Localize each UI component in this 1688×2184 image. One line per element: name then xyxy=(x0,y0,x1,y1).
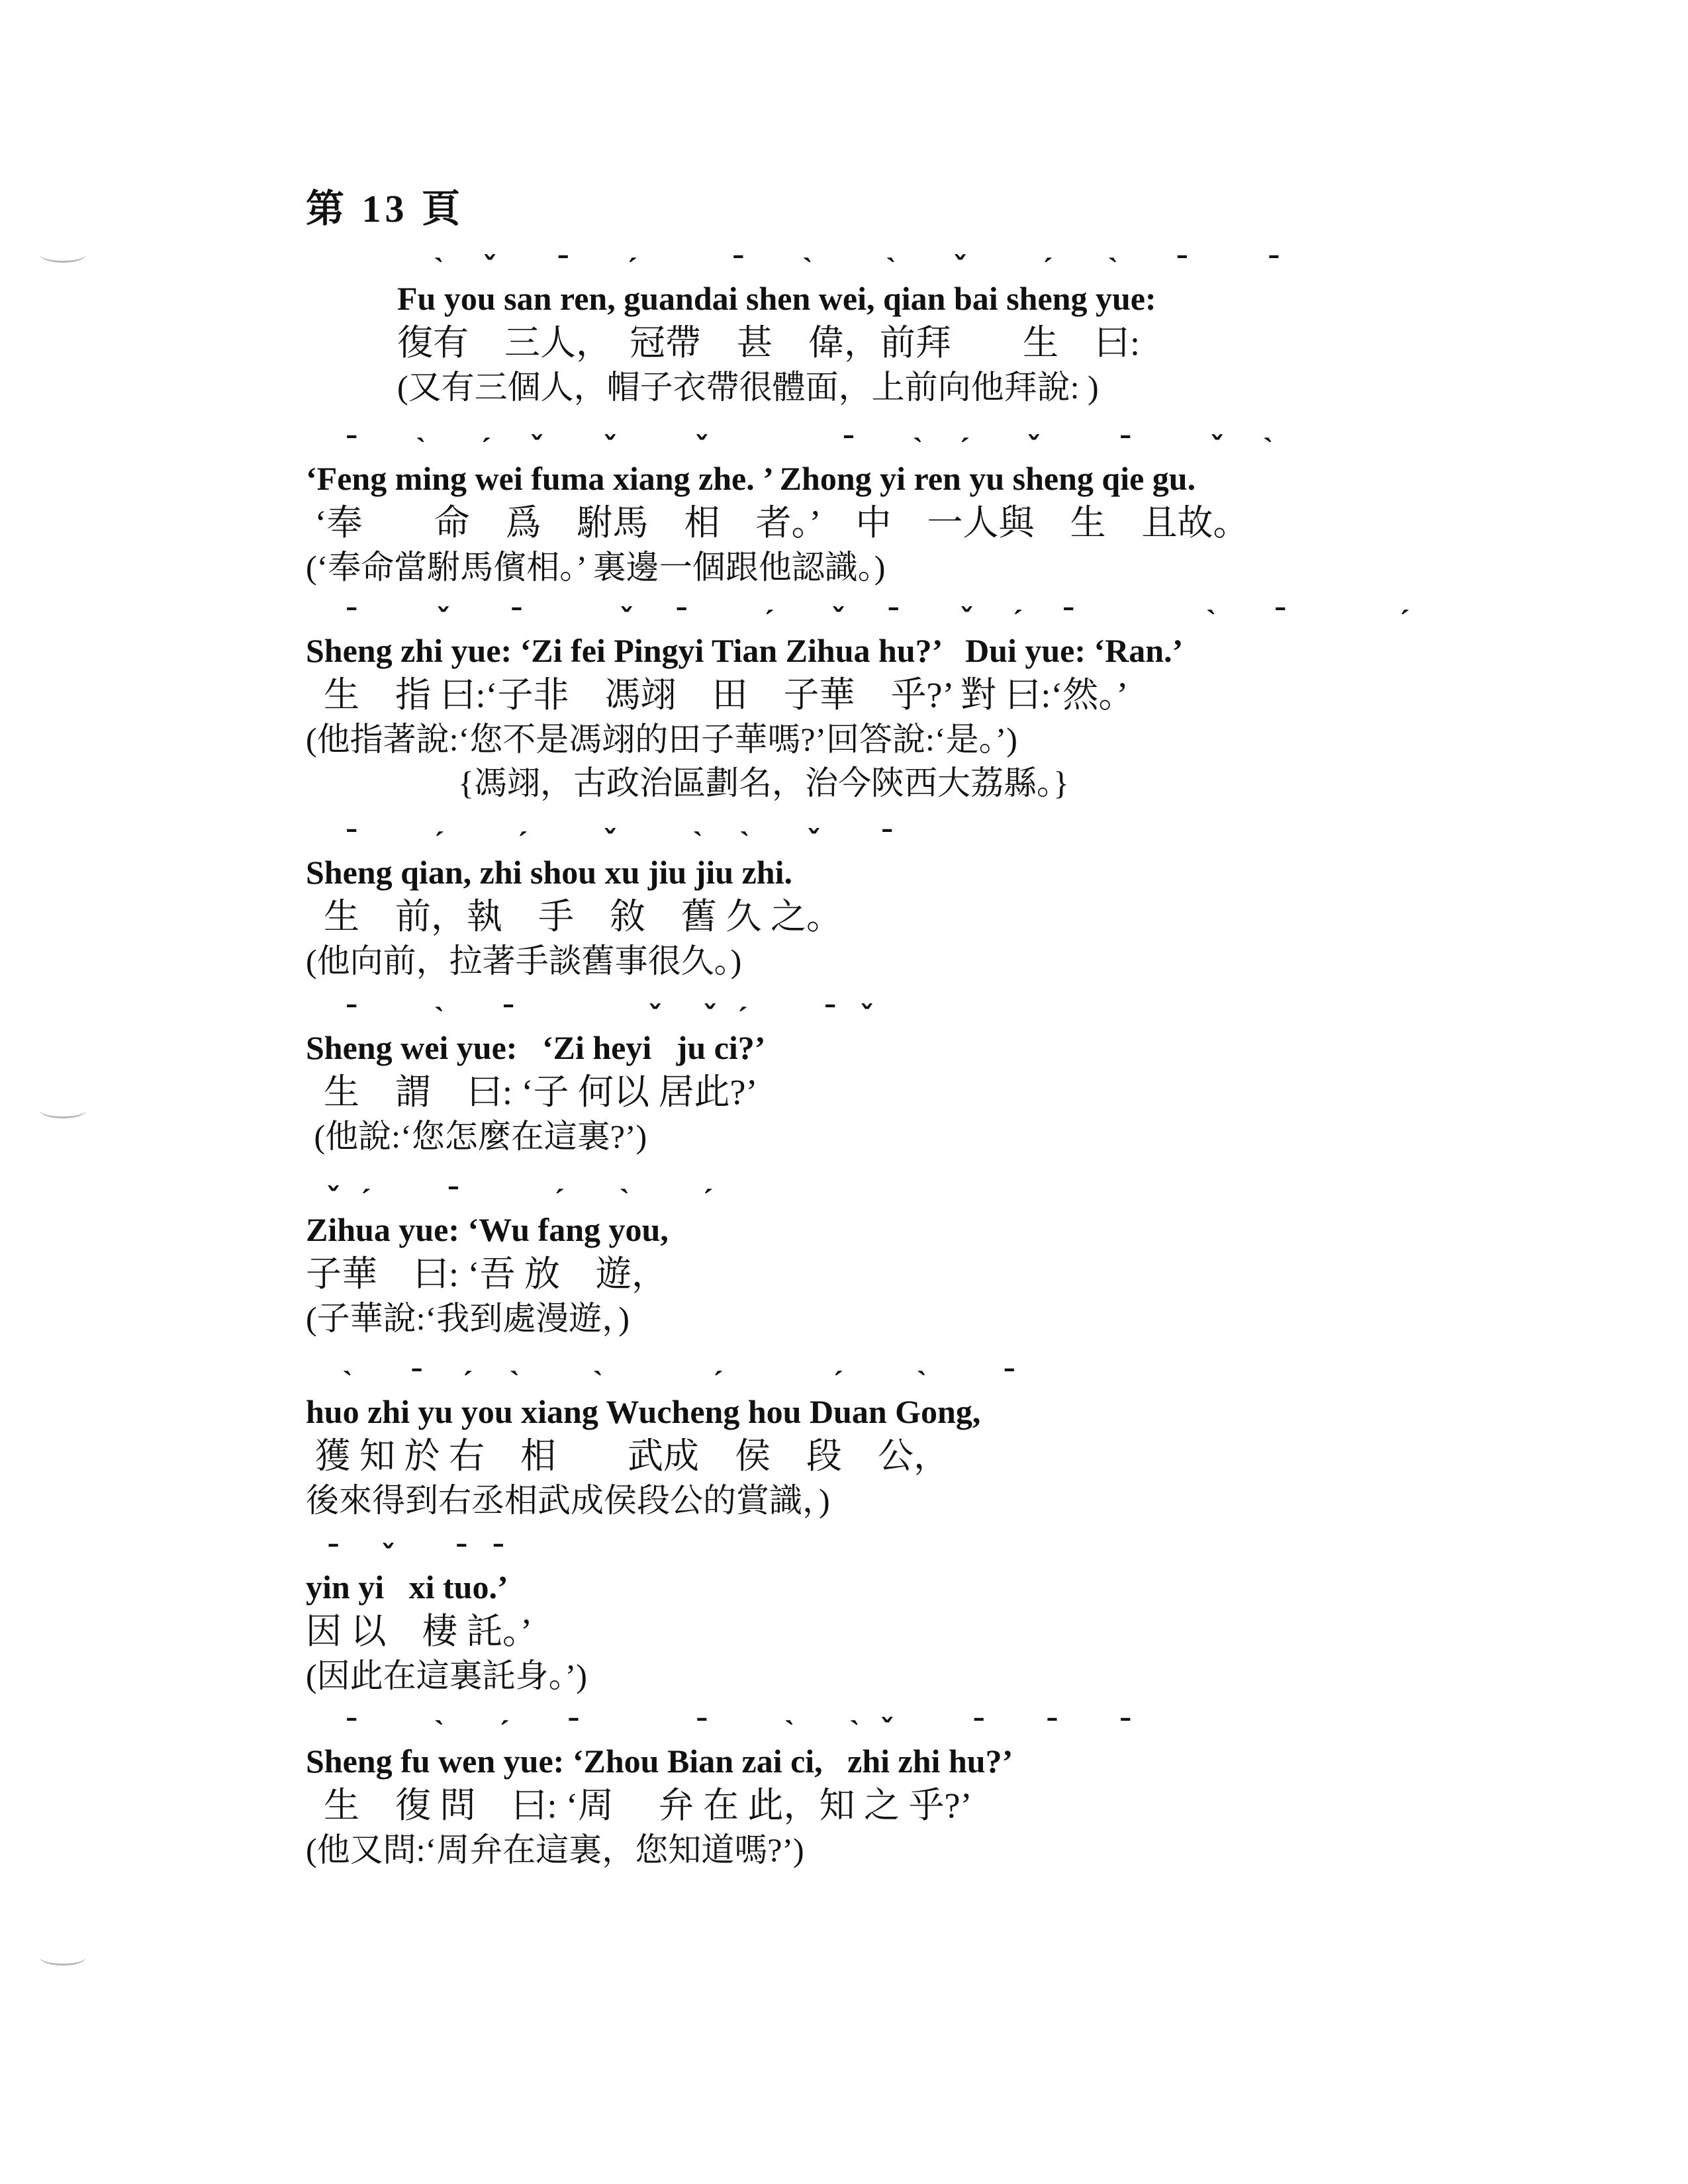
tone-marks: ˇ ˊ ¯ ˊ ˋ ˊ xyxy=(306,1181,714,1217)
chinese-text-line: 子華 曰: ‘吾 放 遊， xyxy=(306,1254,667,1294)
chinese-text-line: 生 指 曰:‘子非 馮翊 田 子華 乎?’ 對 曰:‘然。’ xyxy=(306,675,1129,715)
pinyin-line: Sheng zhi yue: ‘Zi fei Pingyi Tian Zihua hu?’ Dui yue: ‘Ran.’ xyxy=(306,632,1184,669)
punch-hole-mark xyxy=(40,1949,86,1966)
pinyin-line: Sheng qian, zhi shou xu jiu jiu zhi. xyxy=(306,854,792,891)
chinese-text-line: 生 謂 曰: ‘子 何以 居此?’ xyxy=(306,1072,758,1112)
modern-translation-line: (‘奉命當駙馬儐相。’ 裏邊一個跟他認識。) xyxy=(306,549,886,586)
tone-marks: ˋ ¯ ˊ ˋ ˋ ˊ ˊ ˋ ¯ xyxy=(306,1363,1019,1399)
chinese-text-line: ‘奉 命 爲 駙馬 相 者。’ 中 一人與 生 且故。 xyxy=(306,503,1249,543)
chinese-text-line: 生 復 問 曰: ‘周 弁 在 此，知 之 乎?’ xyxy=(306,1786,972,1825)
verse-block-8 xyxy=(306,1539,587,1698)
punch-hole-mark xyxy=(40,1102,86,1118)
pinyin-line: Zihua yue: ‘Wu fang you, xyxy=(306,1211,669,1248)
page-number: 第 13 頁 xyxy=(306,187,465,230)
modern-translation-line: (因此在這裏託身。’) xyxy=(306,1657,587,1694)
chinese-text-line: 生 前，執 手 敘 舊 久 之。 xyxy=(306,897,842,936)
chinese-text-line: 獲 知 於 右 相 武成 侯 段 公， xyxy=(306,1436,949,1476)
modern-translation-line: (子華說:‘我到處漫遊，) xyxy=(306,1300,630,1337)
modern-translation-line: (他向前，拉著手談舊事很久。) xyxy=(306,942,742,979)
pinyin-line: yin yi xi tuo.’ xyxy=(306,1569,508,1606)
pinyin-line: Fu you san ren, guandai shen wei, qian bai sheng yue: xyxy=(397,280,1156,317)
modern-translation-line: (他說:‘您怎麼在這裏?’) xyxy=(306,1118,647,1155)
verse-block-4 xyxy=(306,824,897,983)
verse-block-3 xyxy=(306,602,1410,805)
annotation-note: {馮翊，古政治區劃名，治今陝西大荔縣。} xyxy=(458,764,1069,801)
modern-translation-line: (他指著說:‘您不是馮翊的田子華嗎?’回答說:‘是。’) xyxy=(306,721,1017,758)
modern-translation-line: 後來得到右丞相武成侯段公的賞識，) xyxy=(306,1482,830,1519)
tone-marks: ¯ ˇ ¯ ˇ ¯ ˊ ˇ ¯ ˇ ˊ ¯ ˋ ¯ ˊ xyxy=(306,602,1410,638)
tone-marks: ¯ ˇ ¯ ¯ xyxy=(306,1539,508,1574)
verse-block-2 xyxy=(306,430,1274,589)
chinese-text-line: 復有 三人， 冠帶 甚 偉，前拜 生 曰: xyxy=(397,323,1141,363)
tone-marks: ¯ ˋ ¯ ˇ ˇ ˊ ¯ ˇ xyxy=(306,999,876,1035)
tone-marks: ¯ ˊ ˊ ˇ ˋ ˋ ˇ ¯ xyxy=(306,824,897,860)
pinyin-line: ‘Feng ming wei fuma xiang zhe. ’ Zhong yi ren yu sheng qie gu. xyxy=(306,460,1196,497)
verse-block-6 xyxy=(306,1181,714,1340)
pinyin-line: Sheng fu wen yue: ‘Zhou Bian zai ci, zhi zhi hu?’ xyxy=(306,1743,1013,1780)
pinyin-line: Sheng wei yue: ‘Zi heyi ju ci?’ xyxy=(306,1029,766,1066)
tone-marks: ˋ ˇ ¯ ˊ ¯ ˋ ˋ ˇ ˊ ˋ ¯ ¯ xyxy=(397,250,1284,286)
punch-hole-mark xyxy=(40,246,86,263)
modern-translation-line: (他又問:‘周弁在這裏，您知道嗎?’) xyxy=(306,1831,804,1868)
tone-marks: ¯ ˋ ˊ ¯ ¯ ˋ ˋ ˇ ¯ ¯ ¯ xyxy=(306,1713,1135,1749)
verse-block-5 xyxy=(306,999,876,1158)
verse-block-1 xyxy=(397,250,1284,409)
modern-translation-line: (又有三個人，帽子衣帶很體面，上前向他拜說: ) xyxy=(397,369,1099,406)
verse-block-9 xyxy=(306,1713,1135,1872)
pinyin-line: huo zhi yu you xiang Wucheng hou Duan Gong, xyxy=(306,1393,981,1430)
verse-block-7 xyxy=(306,1363,1019,1522)
chinese-text-line: 因 以 棲 託。’ xyxy=(306,1612,532,1651)
tone-marks: ¯ ˋ ˊ ˇ ˇ ˇ ¯ ˋ ˊ ˇ ¯ ˇ ˋ xyxy=(306,430,1274,466)
